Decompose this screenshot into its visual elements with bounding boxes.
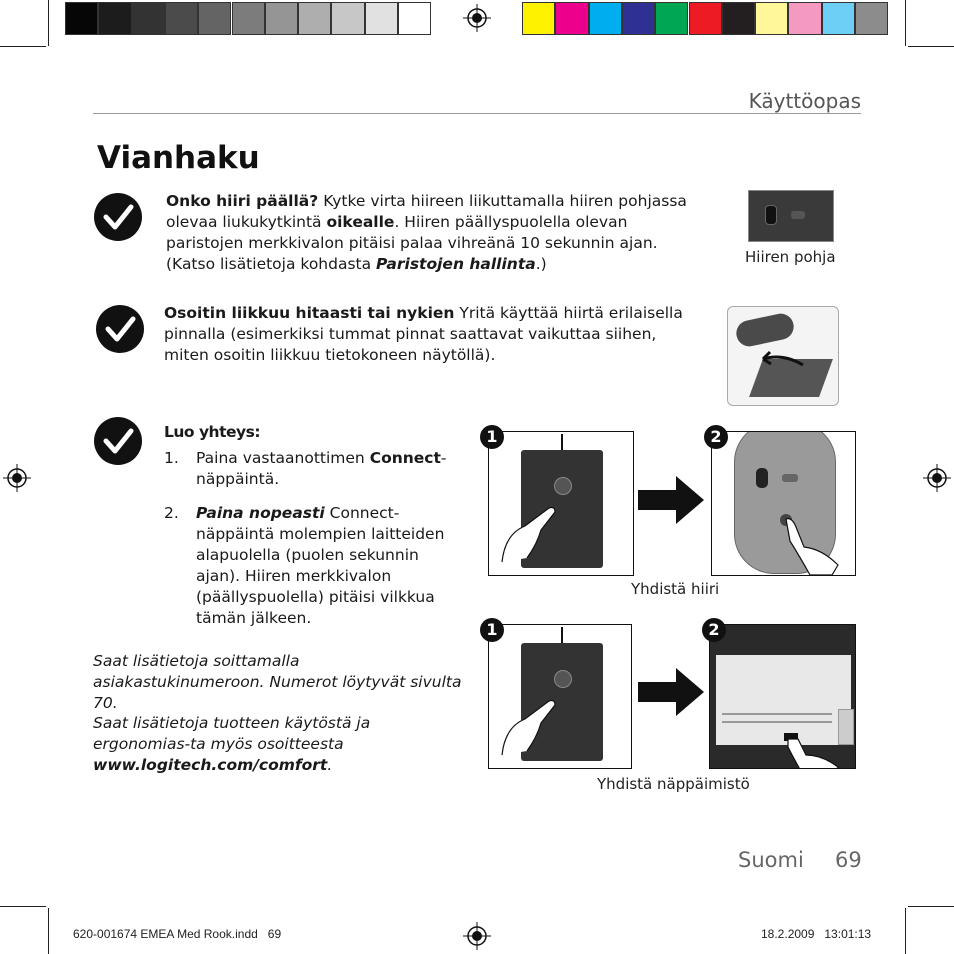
- crop-mark: [48, 0, 49, 46]
- crop-mark: [905, 0, 906, 46]
- step-number: 2.: [164, 504, 179, 522]
- color-swatch: [689, 2, 722, 35]
- color-swatch: [132, 2, 165, 35]
- step-2-text: Paina nopeasti Connect-näppäintä molempien laitteiden alapuolella (puolen sekunnin ajan). Hiiren merkkivalon (päällyspuolella) pitäisi vilkkua tämän jälkeen.: [196, 504, 445, 627]
- keyboard-underside-image: [709, 624, 856, 769]
- print-slug-date: 18.2.2009 13:01:13: [761, 927, 872, 941]
- color-swatch: [265, 2, 298, 35]
- support-url[interactable]: www.logitech.com/comfort.: [93, 756, 333, 774]
- page-title: Vianhaku: [97, 140, 260, 176]
- color-swatch: [198, 2, 231, 35]
- color-swatch: [65, 2, 98, 35]
- color-swatch: [788, 2, 821, 35]
- connect-keyboard-caption: Yhdistä näppäimistö: [597, 775, 750, 793]
- print-slug-file: 620-001674 EMEA Med Rook.indd 69: [73, 927, 282, 941]
- color-swatch: [622, 2, 655, 35]
- crop-mark: [908, 906, 954, 907]
- color-swatch: [589, 2, 622, 35]
- surface-image: [727, 306, 839, 406]
- crop-mark: [908, 46, 954, 47]
- arrow-right-icon: [638, 668, 704, 716]
- color-swatch: [855, 2, 888, 35]
- step-badge-2: 2: [704, 425, 728, 449]
- color-swatch: [232, 2, 265, 35]
- crop-mark: [905, 908, 906, 954]
- footer-language: Suomi: [738, 848, 804, 872]
- step-badge-1: 1: [480, 618, 504, 642]
- support-phone-text: Saat lisätietoja soittamalla asiakastukinumeroon. Numerot löytyvät sivulta 70.: [93, 652, 462, 712]
- step-1-text: Paina vastaanottimen Connect-näppäintä.: [196, 449, 447, 488]
- registration-mark-icon: [923, 464, 951, 492]
- color-swatch: [398, 2, 431, 35]
- registration-mark-icon: [463, 922, 491, 950]
- receiver-image: [488, 431, 634, 576]
- checkmark-icon: [94, 417, 142, 465]
- registration-mark-icon: [463, 4, 491, 32]
- color-swatch: [722, 2, 755, 35]
- item-pointer-text: Osoitin liikkuu hitaasti tai nykien Yritä käyttää hiirtä erilaisella pinnalla (esimerkiksi tummat pinnat saattavat vaikuttaa siihen, miten osoitin liikkuu tietokoneen näytöllä).: [164, 304, 683, 364]
- receiver-image: [488, 624, 632, 769]
- mouse-bottom-image: [748, 190, 834, 242]
- color-swatch: [655, 2, 688, 35]
- support-web-text: Saat lisätietoja tuotteen käytöstä ja ergonomias-ta myös osoitteesta: [93, 714, 371, 753]
- color-swatch: [365, 2, 398, 35]
- color-swatch: [165, 2, 198, 35]
- step-number: 1.: [164, 449, 179, 467]
- step-badge-1: 1: [480, 425, 504, 449]
- color-swatch: [555, 2, 588, 35]
- color-swatch: [331, 2, 364, 35]
- section-header: Käyttöopas: [748, 89, 861, 113]
- header-divider: [93, 113, 861, 114]
- checkmark-icon: [94, 193, 142, 241]
- footer-page-number: 69: [835, 848, 862, 872]
- mouse-bottom-caption: Hiiren pohja: [745, 248, 836, 266]
- item-power-text: Onko hiiri päällä? Kytke virta hiireen liikuttamalla hiiren pohjassa olevaa liukukytkintä oikealle. Hiiren päällyspuolella olevan paristojen merkkivalon pitäisi palaa vihreänä 10 sekunnin ajan. (Katso lisätietoja kohdasta Paristojen hallinta.): [166, 192, 687, 273]
- crop-mark: [0, 906, 46, 907]
- crop-mark: [48, 908, 49, 954]
- connect-mouse-caption: Yhdistä hiiri: [631, 580, 720, 598]
- step-badge-2: 2: [702, 618, 726, 642]
- mouse-underside-image: [711, 431, 856, 576]
- checkmark-icon: [96, 305, 144, 353]
- color-swatch: [98, 2, 131, 35]
- arrow-right-icon: [638, 476, 704, 524]
- color-swatch: [755, 2, 788, 35]
- registration-mark-icon: [3, 464, 31, 492]
- connect-heading: Luo yhteys:: [164, 423, 261, 441]
- color-swatch: [298, 2, 331, 35]
- color-swatch: [522, 2, 555, 35]
- color-swatch: [822, 2, 855, 35]
- crop-mark: [0, 46, 46, 47]
